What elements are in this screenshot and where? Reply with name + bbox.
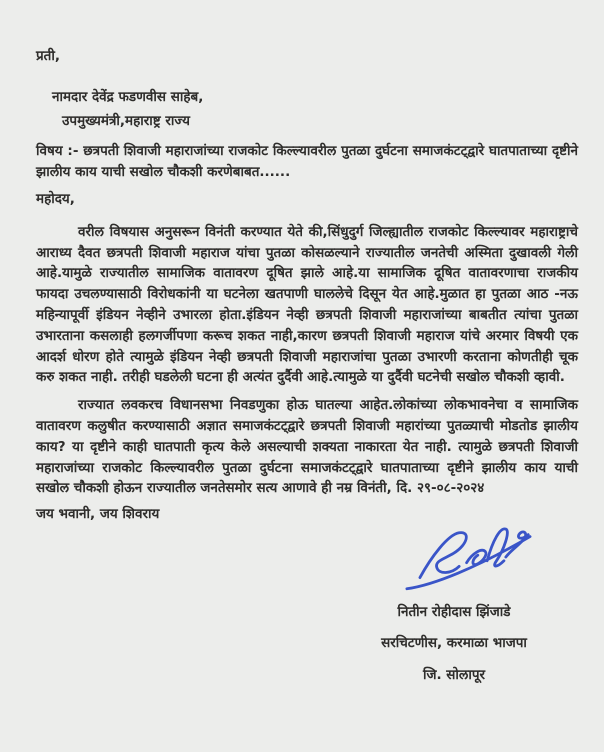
signature-block: [338, 516, 570, 685]
subject-line: विषय :- छत्रपती शिवाजी महाराजांच्या राजकोट किल्ल्यावरील पुतळा दुर्घटना समाजकंटट्द्वारे घातपाताच्या दृष्टीने झालीय काय याची सखोल चौकशी करणेबाबत......: [36, 143, 578, 181]
letter-body: [36, 46, 578, 525]
signatory-district: जि. सोलापूर: [422, 667, 486, 683]
recipient-name: नामदार देवेंद्र फडणवीस साहेब,: [52, 88, 204, 105]
salutation: महोदय,: [36, 190, 75, 207]
signatory-designation: सरचिटणीस, करमाळा भाजपा: [381, 635, 527, 651]
body-paragraph-2: राज्यात लवकरच विधानसभा निवडणुका होऊ घातल्या आहेत.लोकांच्या लोकभावनेचा व सामाजिक वातावरण कलुषीत करण्यासाठी अज्ञात समाजकंटट्द्वारे छत्रपती शिवाजी महारांच्या पुतळ्याची मोडतोड झालीय काय? या दृष्टीने काही घातपाती कृत्य केले असल्याची शक्यता नाकारता येत नाही. त्यामुळे छत्रपती शिवाजी महाराजांच्या राजकोट किल्ल्यावरील पुतळा दुर्घटना समाजकंटट्द्वारे घातपाताच्या दृष्टीने झालीय काय याची सखोल चौकशी होऊन राज्यातील जनतेसमोर सत्य आणावे ही नम्र विनंती, दि. २९-०८-२०२४: [36, 397, 578, 497]
recipient-title: उपमुख्यमंत्री,महाराष्ट्र राज्य: [62, 112, 190, 129]
closing-slogan: जय भवानी, जय शिवराय: [36, 506, 160, 523]
handwritten-signature-icon: [394, 516, 556, 600]
signatory-name: नितीन रोहीदास झिंजाडे: [397, 604, 511, 620]
body-paragraph-1: वरील विषयास अनुसरून विनंती करण्यात येते की,सिंधुदुर्ग जिल्ह्यातील राजकोट किल्ल्यावर महाराष्ट्राचे आराध्य दैवत छत्रपती शिवाजी महाराज यांचा पुतळा कोसळल्याने राज्यातील जनतेची अस्मिता दुखावली गेली आहे.यामुळे राज्यातील सामाजिक वातावरण दूषित झाले आहे.या सामाजिक दूषित वातावरणाचा राजकीय फायदा उचलण्यासाठी विरोधकांनी या घटनेला खतपाणी घाललेचे दिसून येत आहे.मुळात हा पुतळा आठ -नऊ महिन्यापूर्वी इंडियन नेव्हीने उभारला होता.इंडियन नेव्ही छत्रपती शिवाजी महाराजांच्या बाबतीत त्यांचा पुतळा उभारताना कसलाही हलगर्जीपणा करूच शकत नाही,कारण छत्रपती शिवाजी महाराज यांचे अरमार विषयी एक आदर्श धोरण होते त्यामुळे इंडियन नेव्ही छत्रपती शिवाजी महाराजांचा पुतळा उभारणी करताना कोणतीही चूक करु शकत नाही. तरीही घडलेली घटना ही अत्यंत दुर्दैवी आहे.त्यामुळे या दुर्दैवी घटनेची सखोल चौकशी व्हावी.: [36, 223, 578, 386]
to-label: प्रती,: [36, 48, 61, 64]
